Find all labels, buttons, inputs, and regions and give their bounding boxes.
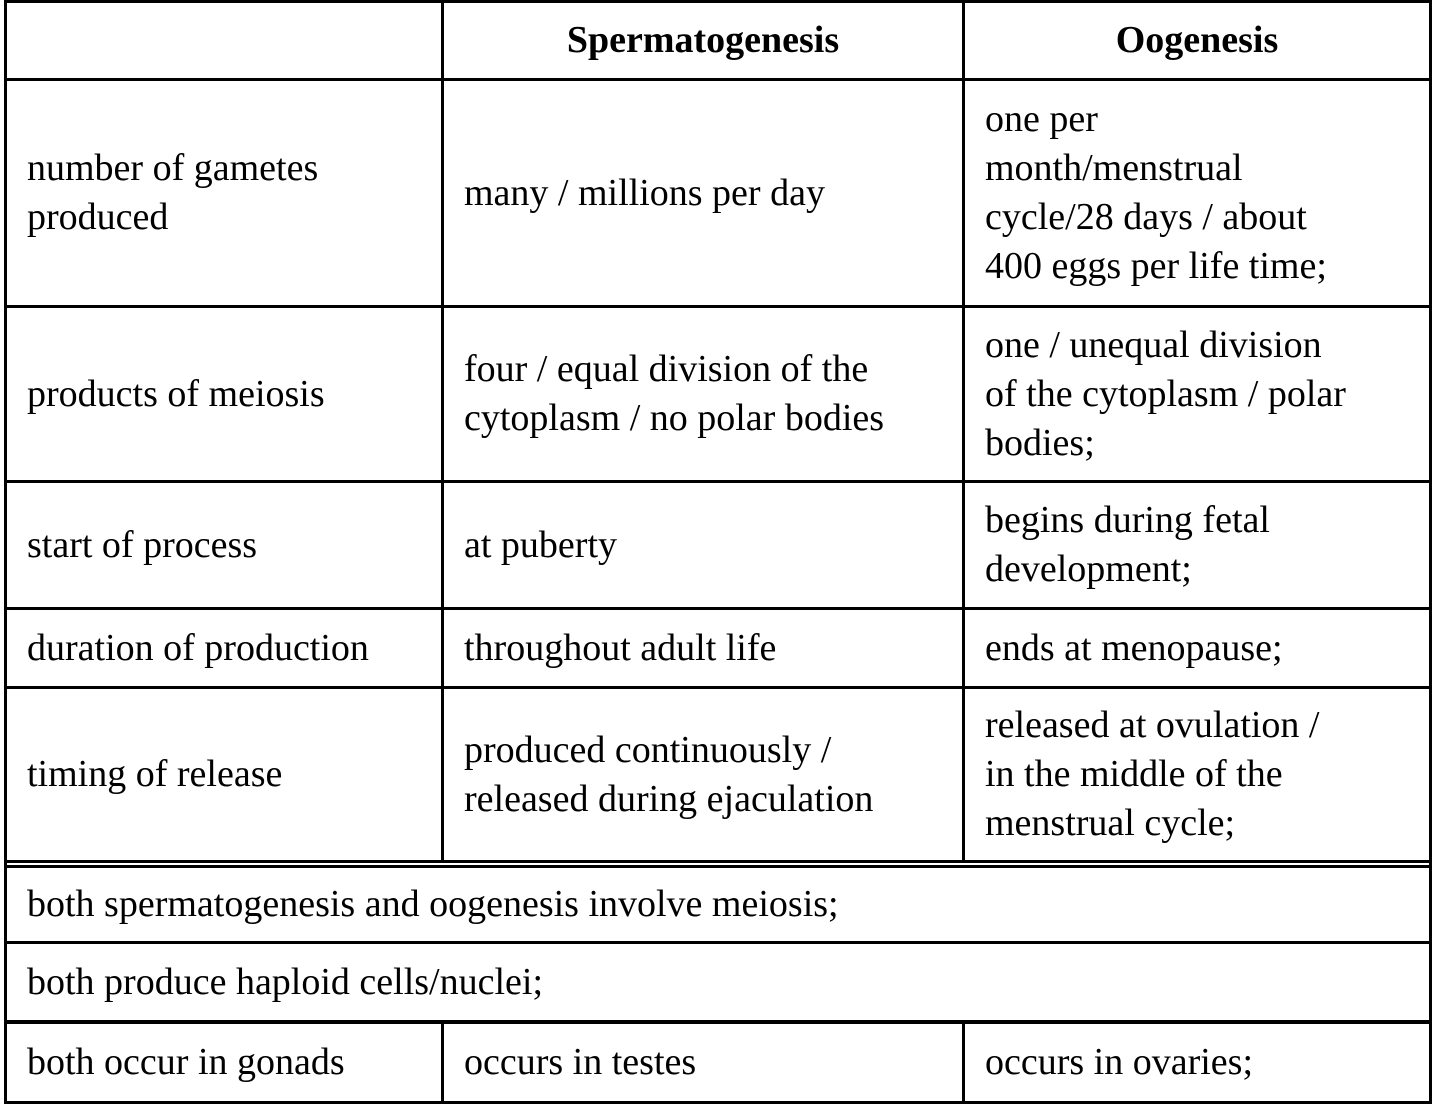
oogenesis-cell: one / unequal division of the cytoplasm / polar bodies;: [985, 323, 1346, 464]
header-spermatogenesis: Spermatogenesis: [566, 19, 840, 61]
shared-row: both spermatogenesis and oogenesis involve meiosis;: [27, 883, 839, 925]
table-border-bottom: [4, 1101, 1432, 1104]
table-border-right: [1429, 0, 1432, 1104]
spermatogenesis-cell: four / equal division of the cytoplasm / no polar bodies: [464, 348, 885, 439]
spermatogenesis-cell: throughout adult life: [464, 626, 777, 669]
row-label: duration of production: [27, 626, 369, 669]
spermatogenesis-cell: many / millions per day: [464, 171, 825, 214]
oogenesis-cell: released at ovulation / in the middle of the menstrual cycle;: [985, 704, 1320, 844]
row-label: products of meiosis: [27, 372, 325, 415]
oogenesis-cell: one per month/menstrual cycle/28 days / about 400 eggs per life time;: [985, 98, 1327, 287]
shared-row: both produce haploid cells/nuclei;: [27, 960, 544, 1003]
oogenesis-cell: ends at menopause;: [985, 626, 1283, 669]
oogenesis-cell: occurs in ovaries;: [985, 1041, 1254, 1083]
row-label: number of gametes produced: [27, 147, 319, 238]
spermatogenesis-cell: at puberty: [464, 523, 618, 566]
header-empty-cell: [7, 3, 441, 78]
row-label: start of process: [27, 523, 258, 566]
oogenesis-cell: begins during fetal development;: [985, 499, 1270, 590]
header-oogenesis: Oogenesis: [1115, 19, 1279, 61]
row-divider: [4, 860, 1432, 863]
spermatogenesis-cell: occurs in testes: [464, 1041, 697, 1083]
spermatogenesis-cell: produced continuously / released during ejaculation: [464, 728, 874, 820]
row-label: timing of release: [27, 753, 283, 795]
row-label: both occur in gonads: [27, 1041, 345, 1083]
